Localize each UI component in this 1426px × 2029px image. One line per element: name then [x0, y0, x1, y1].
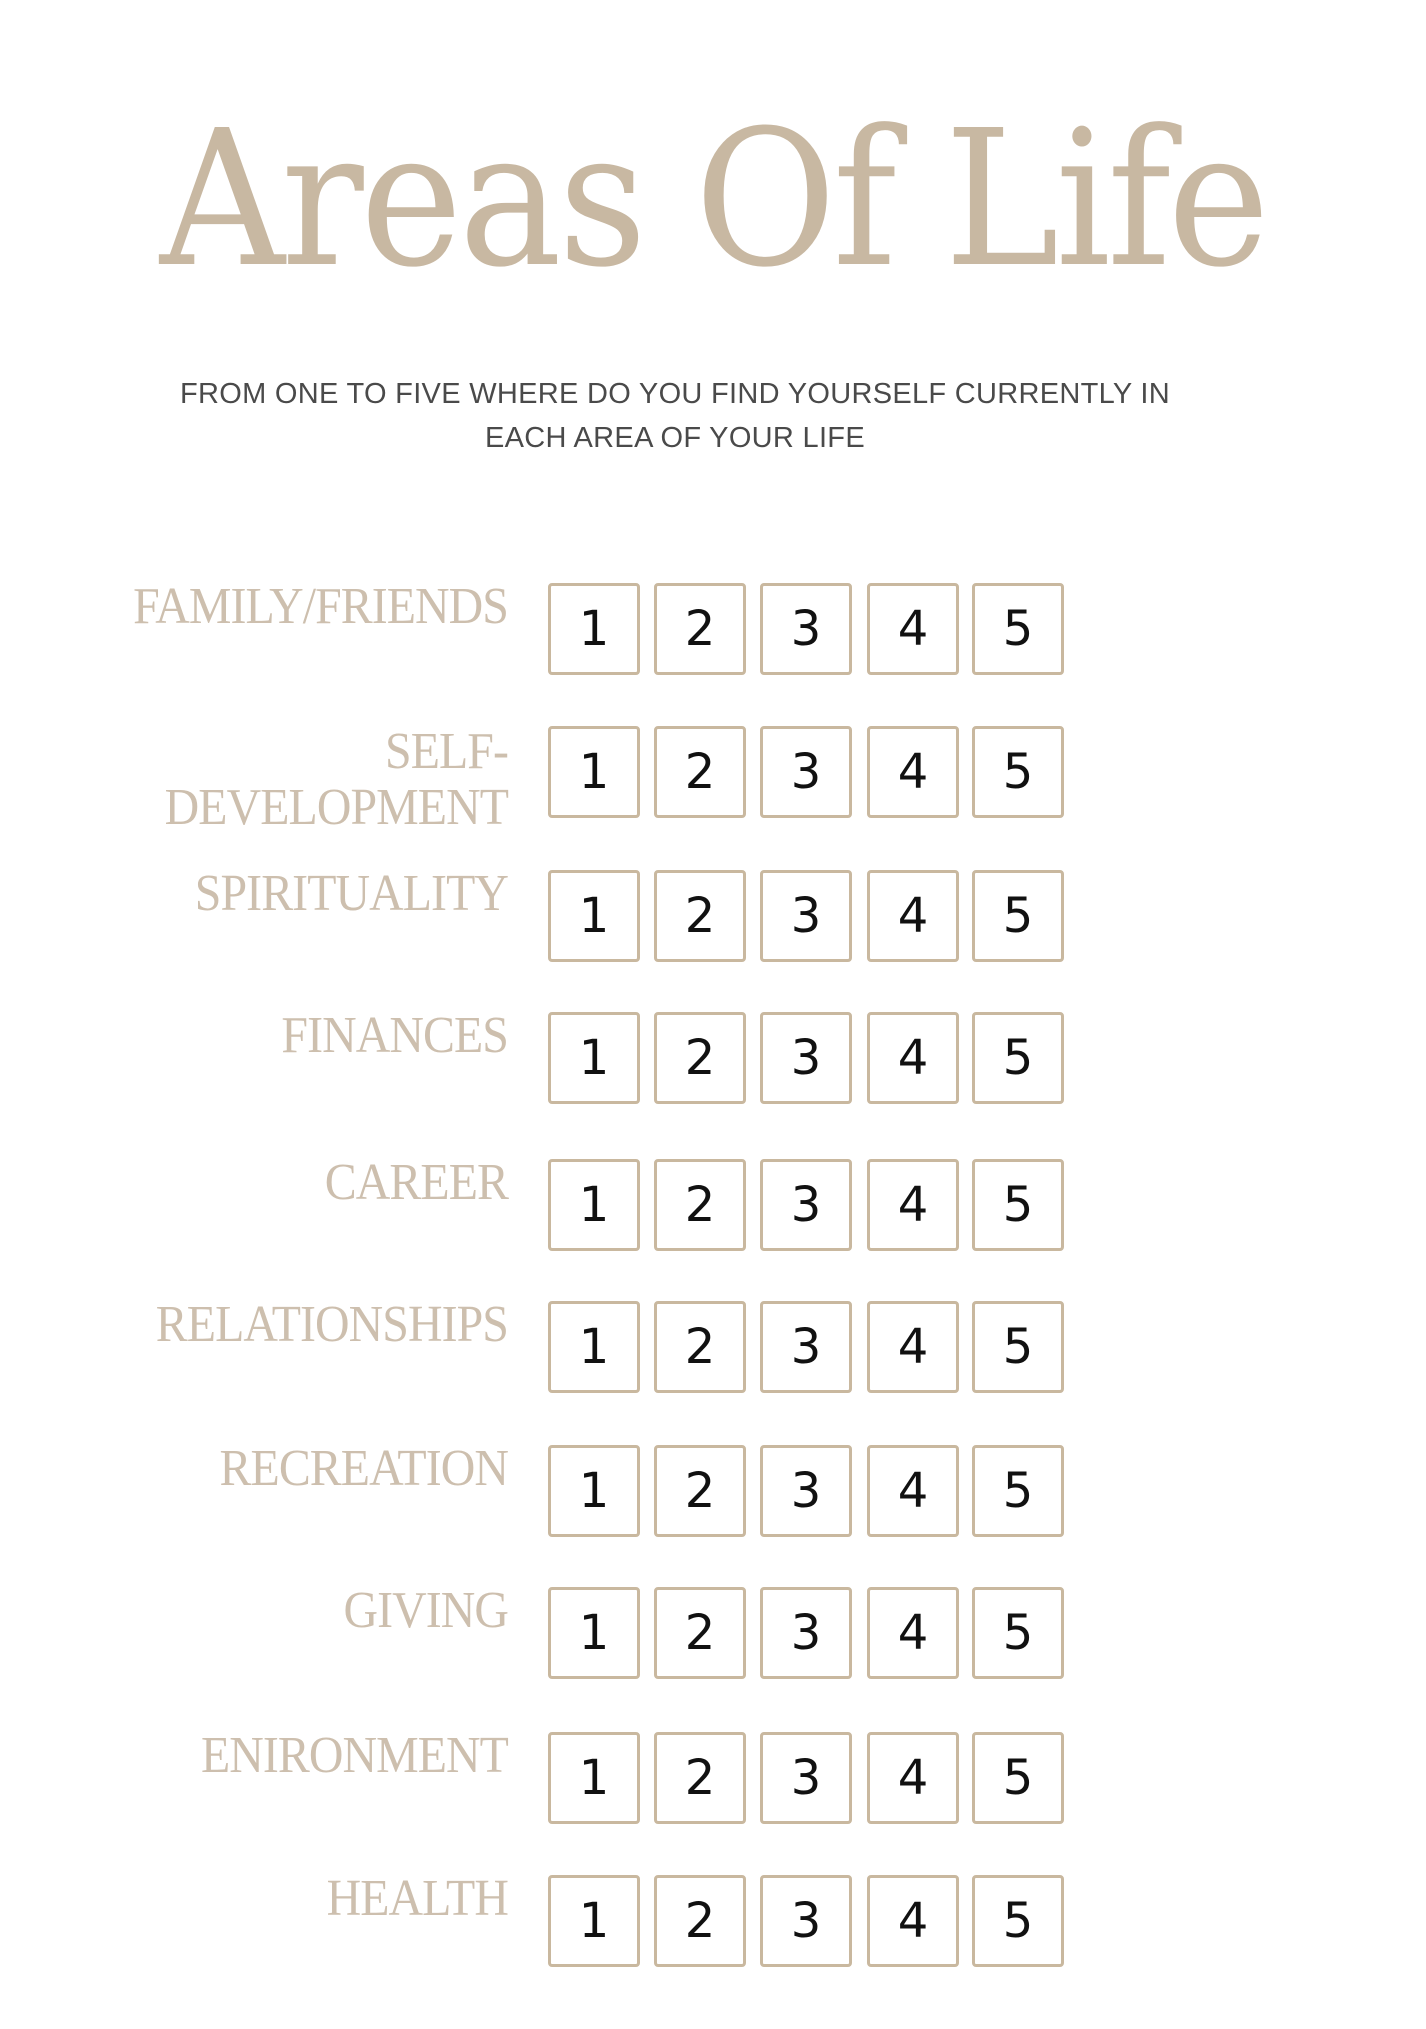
rating-box-3[interactable]: 3	[760, 1159, 852, 1251]
rating-box-2[interactable]: 2	[654, 1732, 746, 1824]
area-row	[0, 1154, 1426, 1259]
rating-box-5[interactable]: 5	[972, 1012, 1064, 1104]
area-label	[103, 1155, 508, 1211]
area-row	[0, 1296, 1426, 1401]
rating-box-2[interactable]: 2	[654, 1445, 746, 1537]
rating-box-1[interactable]: 1	[548, 1732, 640, 1824]
rating-box-1[interactable]: 1	[548, 1587, 640, 1679]
rating-box-1[interactable]: 1	[548, 726, 640, 818]
area-label-line-2: DEVELOPMENT	[164, 779, 508, 836]
area-label-line-1: GIVING	[343, 1582, 508, 1639]
rating-box-4[interactable]: 4	[867, 870, 959, 962]
rating-box-4[interactable]: 4	[867, 726, 959, 818]
rating-box-3[interactable]: 3	[760, 726, 852, 818]
rating-box-4[interactable]: 4	[867, 1875, 959, 1967]
rating-box-4[interactable]: 4	[867, 1732, 959, 1824]
rating-box-2[interactable]: 2	[654, 1875, 746, 1967]
rating-box-5[interactable]: 5	[972, 1732, 1064, 1824]
area-row	[0, 1870, 1426, 1975]
rating-box-1[interactable]: 1	[548, 583, 640, 675]
rating-box-2[interactable]: 2	[654, 1587, 746, 1679]
rating-box-3[interactable]: 3	[760, 870, 852, 962]
rating-box-3[interactable]: 3	[760, 1012, 852, 1104]
rating-box-2[interactable]: 2	[654, 1012, 746, 1104]
area-label	[103, 866, 508, 922]
rating-box-5[interactable]: 5	[972, 1875, 1064, 1967]
rating-box-1[interactable]: 1	[548, 870, 640, 962]
rating-box-4[interactable]: 4	[867, 583, 959, 675]
rating-box-3[interactable]: 3	[760, 1587, 852, 1679]
rating-box-1[interactable]: 1	[548, 1875, 640, 1967]
area-label	[103, 579, 508, 635]
area-row	[0, 723, 1426, 836]
area-label	[103, 724, 508, 836]
rating-box-2[interactable]: 2	[654, 726, 746, 818]
rating-box-5[interactable]: 5	[972, 1301, 1064, 1393]
area-row	[0, 578, 1426, 683]
area-row	[0, 1582, 1426, 1687]
rating-box-1[interactable]: 1	[548, 1445, 640, 1537]
rating-box-3[interactable]: 3	[760, 1445, 852, 1537]
rating-box-2[interactable]: 2	[654, 583, 746, 675]
rating-box-5[interactable]: 5	[972, 1445, 1064, 1537]
area-label-line-1: FINANCES	[281, 1007, 508, 1064]
rating-box-5[interactable]: 5	[972, 583, 1064, 675]
rating-box-5[interactable]: 5	[972, 1159, 1064, 1251]
rating-box-1[interactable]: 1	[548, 1012, 640, 1104]
area-label-line-1: HEALTH	[326, 1870, 508, 1927]
instructions-line-2: EACH AREA OF YOUR LIFE	[485, 422, 865, 454]
rating-box-1[interactable]: 1	[548, 1159, 640, 1251]
rating-box-5[interactable]: 5	[972, 726, 1064, 818]
rating-box-3[interactable]: 3	[760, 1301, 852, 1393]
area-label-line-1: RECREATION	[219, 1440, 508, 1497]
area-label-line-1: RELATIONSHIPS	[155, 1296, 509, 1353]
rating-box-3[interactable]: 3	[760, 1875, 852, 1967]
area-row	[0, 865, 1426, 970]
area-row	[0, 1440, 1426, 1545]
instructions-line-1: FROM ONE TO FIVE WHERE DO YOU FIND YOURSELF CURRENTLY IN	[179, 378, 1171, 410]
area-label-line-1: ENIRONMENT	[200, 1727, 508, 1784]
rating-box-5[interactable]: 5	[972, 1587, 1064, 1679]
rating-box-4[interactable]: 4	[867, 1012, 959, 1104]
rating-box-4[interactable]: 4	[867, 1587, 959, 1679]
rating-box-3[interactable]: 3	[760, 583, 852, 675]
rating-box-5[interactable]: 5	[972, 870, 1064, 962]
area-label-line-1: FAMILY/FRIENDS	[133, 578, 509, 635]
area-label	[103, 1008, 508, 1064]
area-row	[0, 1007, 1426, 1112]
area-label	[103, 1871, 508, 1927]
area-label-line-1: SPIRITUALITY	[194, 865, 508, 922]
rating-box-1[interactable]: 1	[548, 1301, 640, 1393]
rating-box-4[interactable]: 4	[867, 1445, 959, 1537]
area-label	[103, 1728, 508, 1784]
rating-box-2[interactable]: 2	[654, 1159, 746, 1251]
area-label	[103, 1441, 508, 1497]
area-row	[0, 1727, 1426, 1832]
area-label-line-1: SELF-	[385, 723, 508, 780]
rating-box-2[interactable]: 2	[654, 870, 746, 962]
page-title: Areas Of Life	[159, 90, 1267, 309]
area-label	[103, 1583, 508, 1639]
rating-box-4[interactable]: 4	[867, 1159, 959, 1251]
rating-box-4[interactable]: 4	[867, 1301, 959, 1393]
area-label	[103, 1297, 508, 1353]
rating-box-3[interactable]: 3	[760, 1732, 852, 1824]
area-label-line-1: CAREER	[324, 1154, 508, 1211]
rating-box-2[interactable]: 2	[654, 1301, 746, 1393]
